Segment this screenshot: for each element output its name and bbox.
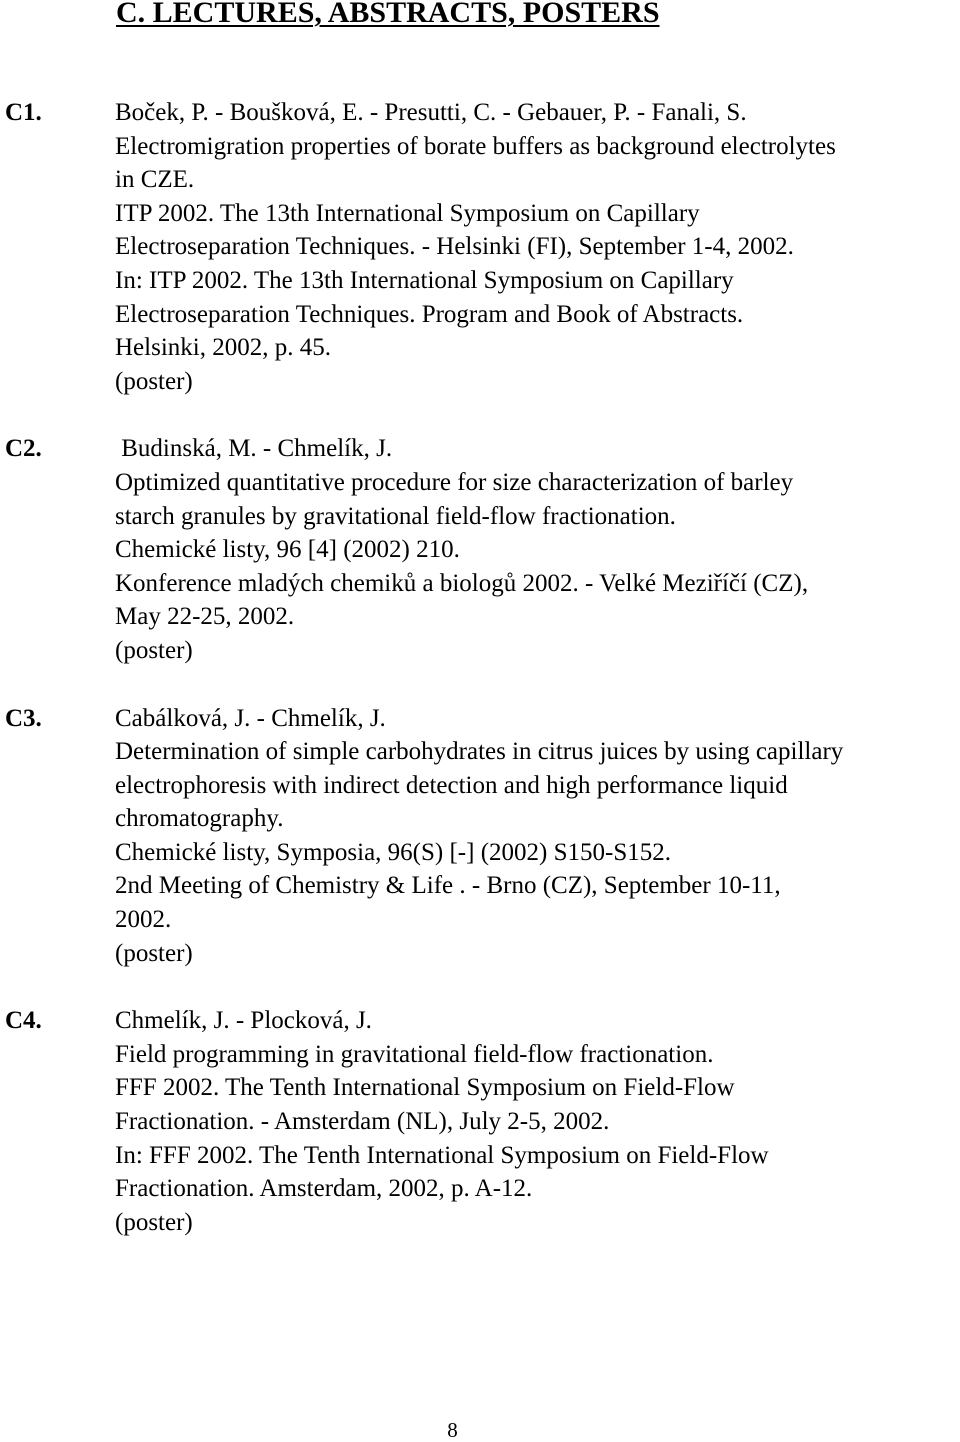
entry-source: Electroseparation Techniques. Program and Book of Abstracts. xyxy=(115,300,744,328)
entry-source: Helsinki, 2002, p. 45. xyxy=(115,334,331,362)
entry-c1 xyxy=(0,96,960,398)
entry-event: Fractionation. - Amsterdam (NL), July 2-5, 2002. xyxy=(115,1108,610,1136)
entry-source: Chemické listy, Symposia, 96(S) [-] (2002) S150-S152. xyxy=(115,838,671,866)
entry-event: 2nd Meeting of Chemistry & Life . - Brno (CZ), September 10-11, xyxy=(115,872,781,900)
entry-authors: Chmelík, J. - Plocková, J. xyxy=(115,1007,372,1035)
entry-event: FFF 2002. The Tenth International Symposium on Field-Flow xyxy=(115,1074,735,1102)
entry-event: Electroseparation Techniques. - Helsinki (FI), September 1-4, 2002. xyxy=(115,233,794,261)
entry-title: Optimized quantitative procedure for size characterization of barley xyxy=(115,468,794,496)
page-number: 8 xyxy=(447,1418,458,1442)
entry-label: C2. xyxy=(5,435,42,463)
entry-title: Field programming in gravitational field-flow fractionation. xyxy=(115,1040,714,1068)
entry-list xyxy=(0,96,960,1273)
entry-source: Fractionation. Amsterdam, 2002, p. A-12. xyxy=(115,1175,533,1203)
entry-title: in CZE. xyxy=(115,166,195,194)
entry-type: (poster) xyxy=(115,367,193,395)
entry-type: (poster) xyxy=(115,636,193,664)
entry-type: (poster) xyxy=(115,1208,193,1236)
entry-c4 xyxy=(0,1004,960,1239)
entry-title: chromatography. xyxy=(115,805,284,833)
entry-body xyxy=(115,432,960,667)
entry-source: In: FFF 2002. The Tenth International Symposium on Field-Flow xyxy=(115,1141,769,1169)
entry-source: In: ITP 2002. The 13th International Symposium on Capillary xyxy=(115,266,734,294)
entry-event: ITP 2002. The 13th International Symposium on Capillary xyxy=(115,199,700,227)
entry-event: 2002. xyxy=(115,906,172,934)
section-heading: C. LECTURES, ABSTRACTS, POSTERS xyxy=(116,0,660,29)
entry-event: May 22-25, 2002. xyxy=(115,603,295,631)
entry-authors: Budinská, M. - Chmelík, J. xyxy=(115,435,393,463)
entry-title: Electromigration properties of borate buffers as background electrolytes xyxy=(115,132,836,160)
entry-authors: Boček, P. - Boušková, E. - Presutti, C. - Gebauer, P. - Fanali, S. xyxy=(115,99,747,126)
entry-title: electrophoresis with indirect detection and high performance liquid xyxy=(115,771,788,799)
entry-event: Konference mladých chemiků a biologů 2002. - Velké Meziříčí (CZ), xyxy=(115,569,809,597)
entry-title: starch granules by gravitational field-flow fractionation. xyxy=(115,502,676,530)
entry-body xyxy=(115,702,960,971)
entry-c3 xyxy=(0,702,960,971)
entry-label: C3. xyxy=(5,704,42,732)
entry-source: Chemické listy, 96 [4] (2002) 210. xyxy=(115,536,460,564)
entry-authors: Cabálková, J. - Chmelík, J. xyxy=(115,704,386,732)
entry-label: C1. xyxy=(5,99,42,126)
entry-label: C4. xyxy=(5,1007,42,1035)
entry-body xyxy=(115,1004,960,1239)
entry-body xyxy=(115,96,960,398)
entry-type: (poster) xyxy=(115,939,193,967)
entry-title: Determination of simple carbohydrates in citrus juices by using capillary xyxy=(115,738,844,766)
entry-c2 xyxy=(0,432,960,667)
